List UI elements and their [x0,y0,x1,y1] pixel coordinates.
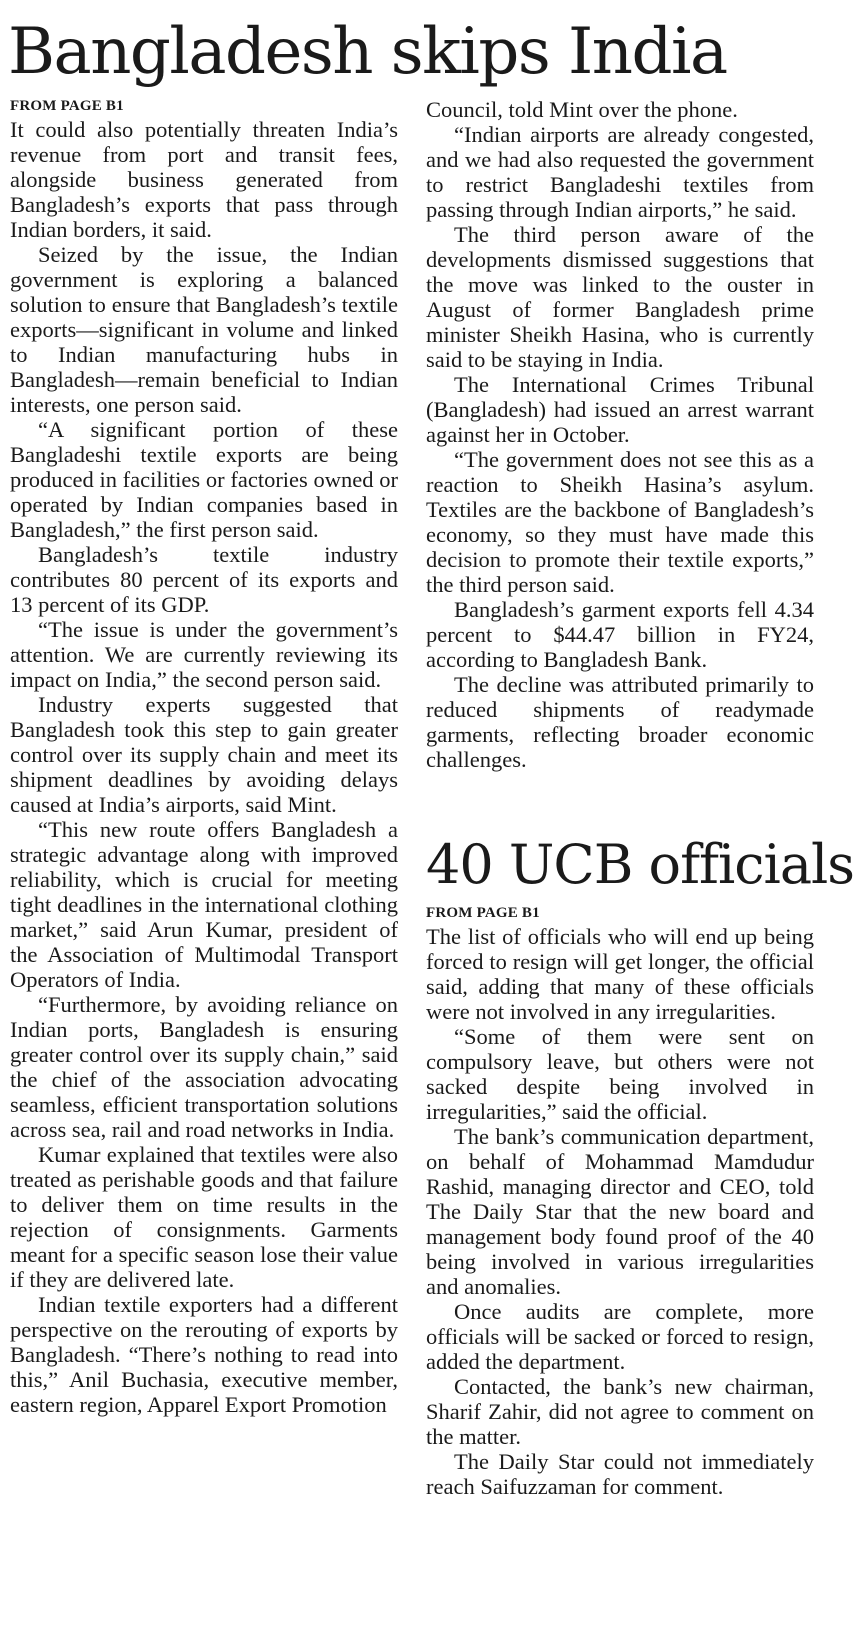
story1-paragraph: Bangladesh’s textile industry contributes 80 percent of its exports and 13 percent of its GDP. [10,542,398,617]
story2-paragraph: The bank’s communication department, on behalf of Mohammad Mamdudur Rashid, managing director and CEO, told The Daily Star that the new board and management body found proof of the 40 being involved in various irregularities and anomalies. [426,1124,814,1299]
story1-paragraph: Industry experts suggested that Bangladesh took this step to gain greater control over its supply chain and meet its shipment deadlines by avoiding delays caused at India’s airports, said Mint. [10,692,398,817]
story1-continuation-paragraph: “The government does not see this as a reaction to Sheikh Hasina’s asylum. Textiles are the backbone of Bangladesh’s economy, so they must have made this decision to promote their textile exports,” the third person said. [426,447,814,597]
story1-paragraph: “This new route offers Bangladesh a strategic advantage along with improved reliability, which is crucial for meeting tight deadlines in the international clothing market,” said Arun Kumar, president of the Association of Multimodal Transport Operators of India. [10,817,398,992]
story2-paragraph: The Daily Star could not immediately reach Saifuzzaman for comment. [426,1449,814,1499]
story1-paragraph: Kumar explained that textiles were also treated as perishable goods and that failure to deliver them on time results in the rejection of consignments. Garments meant for a specific season lose their value if they are delivered late. [10,1142,398,1292]
story1-paragraph: “A significant portion of these Bangladeshi textile exports are being produced in facilities or factories owned or operated by Indian companies based in Bangladesh,” the first person said. [10,417,398,542]
story1-headline: Bangladesh skips India [8,15,727,89]
story2-paragraph: Contacted, the bank’s new chairman, Sharif Zahir, did not agree to comment on the matter. [426,1374,814,1449]
story1-continuation-paragraph: The International Crimes Tribunal (Bangladesh) had issued an arrest warrant against her in October. [426,372,814,447]
story1-continuation-paragraph: Bangladesh’s garment exports fell 4.34 percent to $44.47 billion in FY24, according to Bangladesh Bank. [426,597,814,672]
story1-column-right [426,97,814,772]
story1-continuation-paragraph: The decline was attributed primarily to reduced shipments of readymade garments, reflecting broader economic challenges. [426,672,814,772]
story1-column-left [10,97,398,1417]
story2-paragraph: Once audits are complete, more officials will be sacked or forced to resign, added the department. [426,1299,814,1374]
story1-paragraph: Seized by the issue, the Indian government is exploring a balanced solution to ensure that Bangladesh’s textile exports—significant in volume and linked to Indian manufacturing hubs in Bangladesh—remain beneficial to Indian interests, one person said. [10,242,398,417]
story1-continuation-paragraph: Council, told Mint over the phone. [426,97,738,122]
story1-continuation-paragraph: The third person aware of the developments dismissed suggestions that the move was linked to the ouster in August of former Bangladesh prime minister Sheikh Hasina, who is currently said to be staying in India. [426,222,814,372]
story2-paragraph: The list of officials who will end up being forced to resign will get longer, the official said, adding that many of these officials were not involved in any irregularities. [426,924,814,1024]
story1-dateline: FROM PAGE B1 [10,98,124,114]
story2-dateline: FROM PAGE B1 [426,905,540,921]
story2-paragraph: “Some of them were sent on compulsory leave, but others were not sacked despite being involved in irregularities,” said the official. [426,1024,814,1124]
story1-paragraph: Indian textile exporters had a different perspective on the rerouting of exports by Bangladesh. “There’s nothing to read into this,” Anil Buchasia, executive member, eastern region, Apparel Export Promotion [10,1292,398,1417]
story1-paragraph: It could also potentially threaten India’s revenue from port and transit fees, alongside business generated from Bangladesh’s exports that pass through Indian borders, it said. [10,117,398,242]
story1-paragraph: “The issue is under the government’s attention. We are currently reviewing its impact on India,” the second person said. [10,617,398,692]
story2-column [426,904,814,1499]
story1-paragraph: “Furthermore, by avoiding reliance on Indian ports, Bangladesh is ensuring greater control over its supply chain,” said the chief of the association advocating seamless, efficient transportation solutions across sea, rail and road networks in India. [10,992,398,1142]
story1-continuation-paragraph: “Indian airports are already congested, and we had also requested the government to restrict Bangladeshi textiles from passing through Indian airports,” he said. [426,122,814,222]
story2-headline: 40 UCB officials [426,833,854,896]
